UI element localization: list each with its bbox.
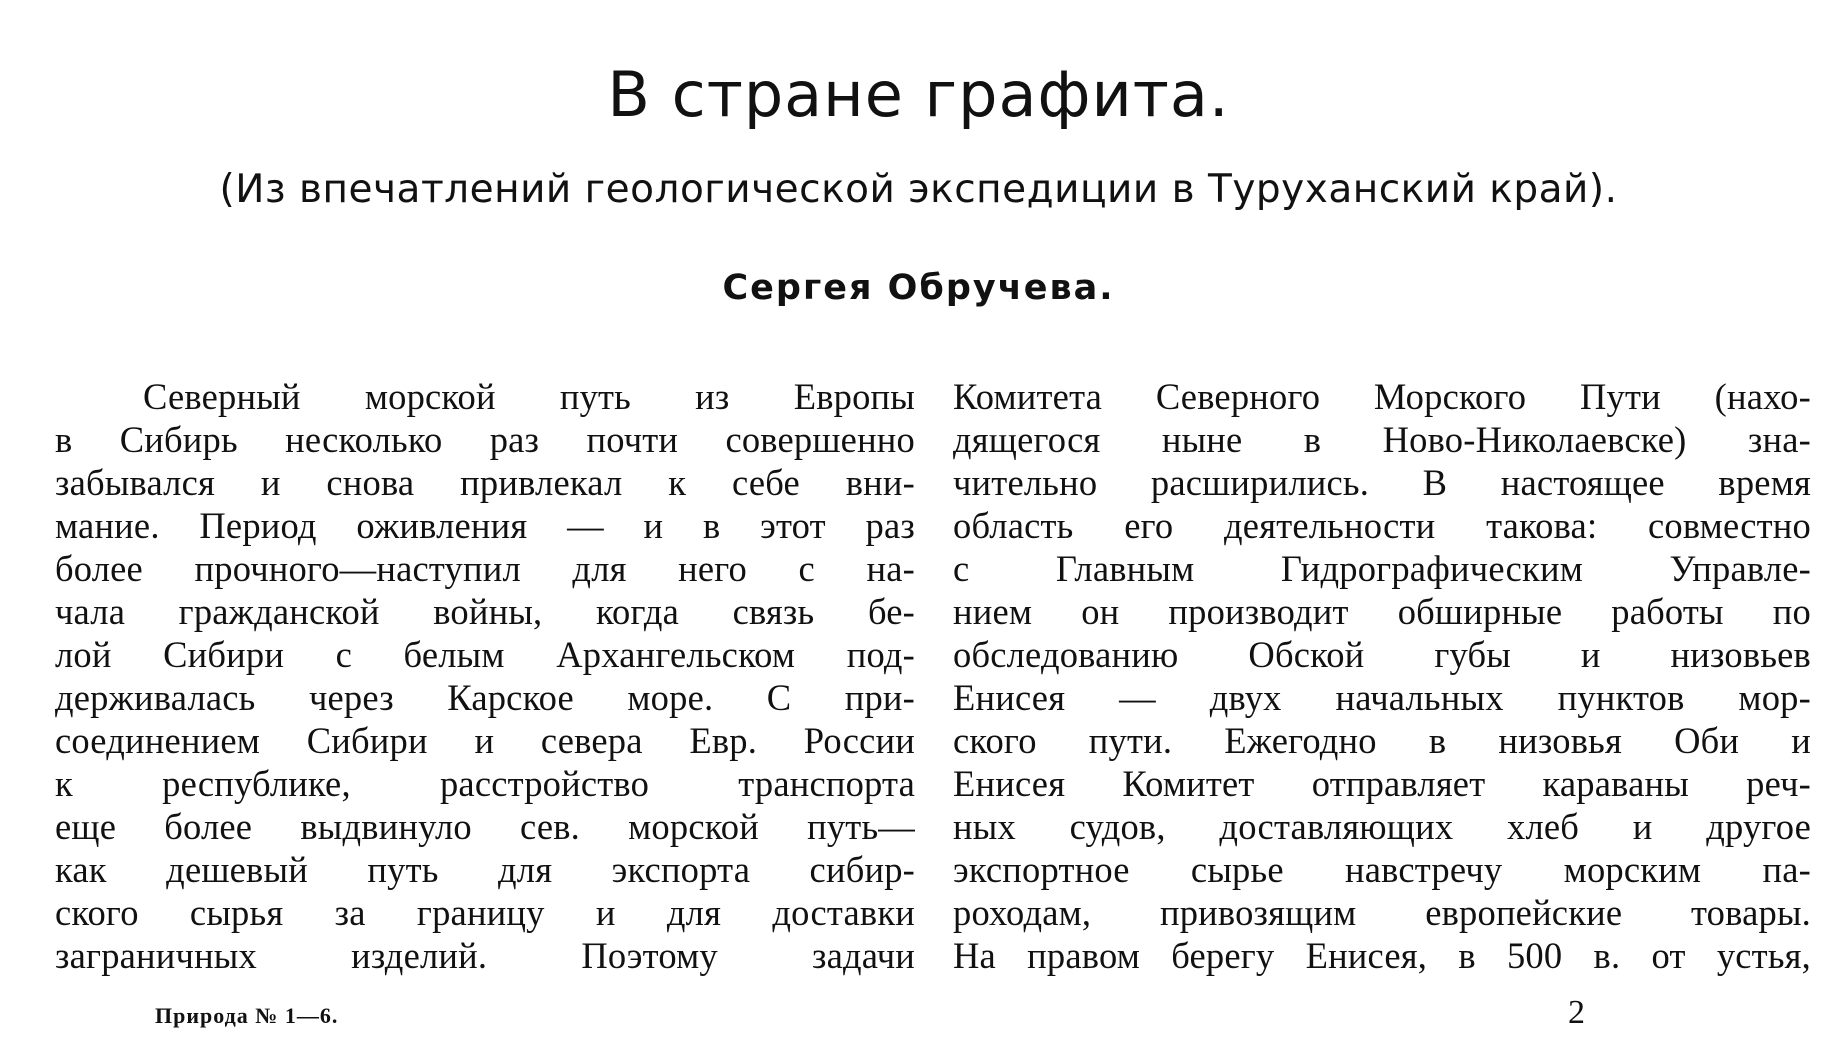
text-line: ского пути. Ежегодно в низовья Оби и [953, 720, 1811, 761]
text-line: обследованию Обской губы и низовьев [953, 634, 1811, 675]
text-line: лой Сибири с белым Архангельском под- [55, 634, 915, 675]
text-line: как дешевый путь для экспорта сибир- [55, 849, 915, 890]
page-number: 2 [1568, 994, 1585, 1031]
text-line: роходам, привозящим европейские товары. [953, 892, 1811, 933]
article-title: В стране графита. [607, 58, 1230, 131]
text-line: к республике, расстройство транспорта [55, 763, 915, 804]
text-line: заграничных изделий. Поэтому задачи [55, 935, 915, 976]
text-line: забывался и снова привлекал к себе вни- [55, 462, 915, 503]
text-column-right [953, 375, 1811, 977]
text-column-left [55, 375, 915, 977]
text-line: экспортное сырье навстречу морским па- [953, 849, 1811, 890]
text-line: в Сибирь несколько раз почти совершенно [55, 419, 915, 460]
journal-footer: Природа № 1—6. [155, 1003, 339, 1028]
text-line: дящегося ныне в Ново-Николаевске) зна- [953, 419, 1811, 460]
text-line: мание. Период оживления — и в этот раз [55, 505, 915, 546]
text-line: Северный морской путь из Европы [143, 376, 915, 417]
text-line: область его деятельности такова: совместно [953, 505, 1811, 546]
text-line: На правом берегу Енисея, в 500 в. от устья, [953, 935, 1811, 976]
text-line: Енисея Комитет отправляет караваны реч- [953, 763, 1811, 804]
text-line: ных судов, доставляющих хлеб и другое [953, 806, 1811, 847]
text-line: Енисея — двух начальных пунктов мор- [953, 677, 1811, 718]
text-line: чала гражданской войны, когда связь бе- [55, 591, 915, 632]
text-line: еще более выдвинуло сев. морской путь— [55, 806, 915, 847]
article-subtitle: (Из впечатлений геологической экспедиции в Туруханский край). [219, 167, 1618, 212]
text-line: нием он производит обширные работы по [953, 591, 1811, 632]
text-line: с Главным Гидрографическим Управле- [953, 548, 1811, 589]
text-line: Комитета Северного Морского Пути (нахо- [953, 376, 1811, 417]
article-author: Сергея Обручева. [722, 268, 1115, 308]
text-line: держивалась через Карское море. С при- [55, 677, 915, 718]
text-line: соединением Сибири и севера Евр. России [55, 720, 915, 761]
text-line: более прочного—наступил для него с на- [55, 548, 915, 589]
text-line: ского сырья за границу и для доставки [55, 892, 915, 933]
text-line: чительно расширились. В настоящее время [953, 462, 1811, 503]
